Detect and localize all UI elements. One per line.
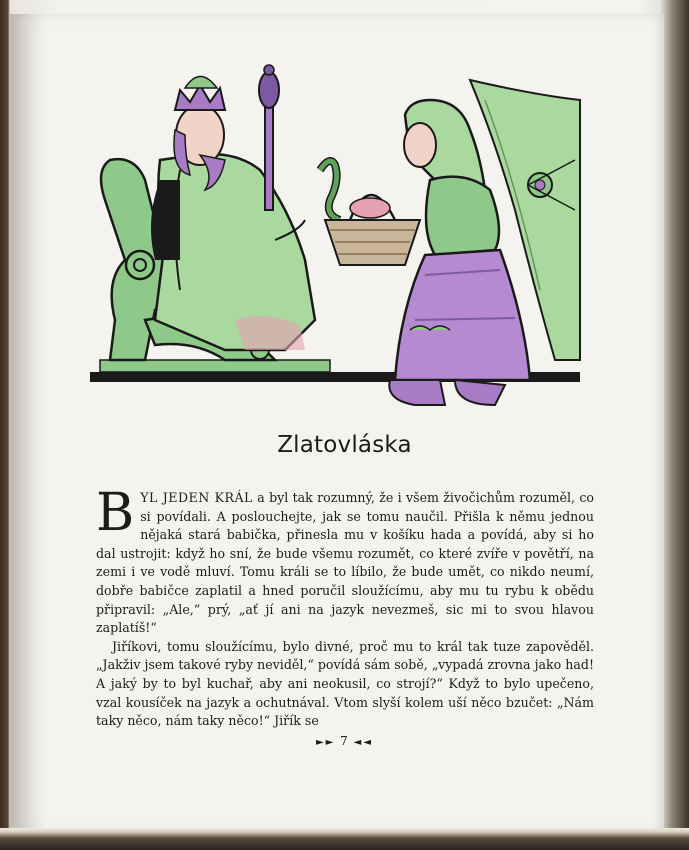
paragraph-2: Jiříkovi, tomu sloužícímu, bylo divné, proč mu to král tak tuze zapověděl. „Jakživ jsem takové ryby neviděl,“ povídá sám sobě, „vypadá zrovna jako had! A jaký by to byl kuchař, aby ani neokusil, co strojí?“ Když to bylo upečeno, vzal kousíček na jazyk a ochutnával. Vtom slyší kolem uší něco bzučet: „Nám taky něco, nám taky něco!“ Jiřík se xyxy=(96,638,594,729)
book-bottom-edge xyxy=(0,828,689,850)
story-title: Zlatovláska xyxy=(277,432,412,458)
fairy-tale-illustration xyxy=(85,60,585,430)
page-gutter-shadow xyxy=(10,14,46,834)
opening-words: YL JEDEN KRÁL xyxy=(140,490,253,505)
paragraph-1-text: a byl tak rozumný, že i všem živočichům rozuměl, co si povídali. A poslouchejte, jak se tomu naučil. Přišla k němu jednou nějaká stará babička, přinesla mu v košíku hada a povídá, aby si ho dal ustrojit: když ho sní, že bude všemu rozumět, co které zvíře v povětří, na zemi i ve vodě mluví. Tomu králi se to líbilo, že bude umět, co nikdo neumí, dobře babičce zaplatil a hned poručil sloužícímu, aby mu tu rybu k obědu připravil: „Ale,“ prý, „ať jí ani na jazyk nevezmeš, sic mi to svou hlavou zaplatíš!“ xyxy=(96,490,594,636)
throne-base xyxy=(100,360,330,372)
arrows-left-icon: ►► xyxy=(315,737,336,748)
drop-cap: B xyxy=(96,483,135,543)
snake-and-basket xyxy=(320,161,420,265)
story-text xyxy=(96,483,594,731)
page-number-footer xyxy=(0,734,689,748)
arrows-right-icon: ◄◄ xyxy=(353,737,374,748)
page-number: 7 xyxy=(340,734,349,748)
paragraph-1 xyxy=(96,483,594,638)
king xyxy=(151,77,315,351)
